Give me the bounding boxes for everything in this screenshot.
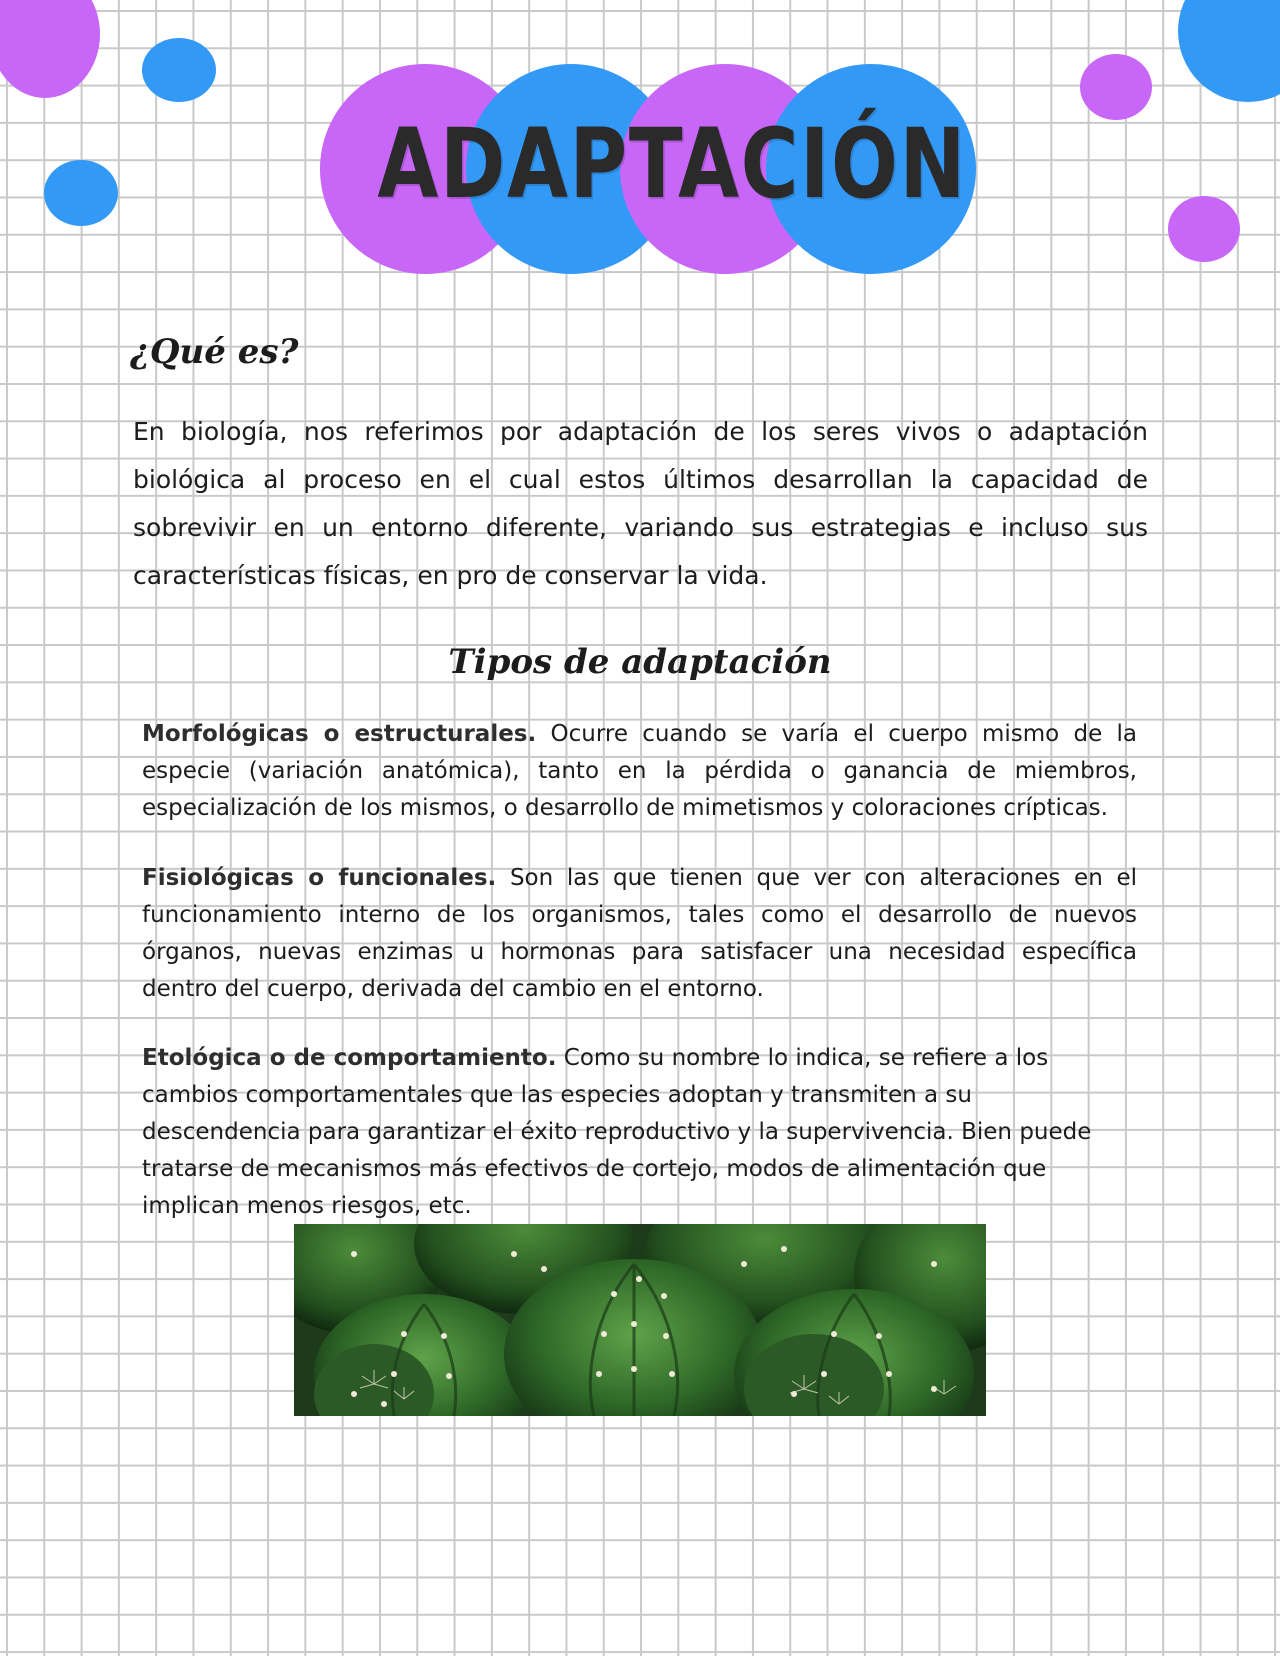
section-heading-what: ¿Qué es? bbox=[130, 332, 299, 372]
type-item-physiological bbox=[142, 860, 1137, 1008]
type-item-ethological bbox=[142, 1040, 1102, 1225]
decor-dot-purple bbox=[1168, 196, 1240, 262]
type-term: Morfológicas o estructurales. bbox=[142, 721, 537, 747]
decor-dot-blue bbox=[1178, 0, 1280, 102]
type-description: Son las que tienen que ver con alteraciones en el funcionamiento interno de los organismos, tales como el desarrollo de nuevos órganos, nuevas enzimas u hormonas para satisfacer una necesidad específica dentro del cuerpo, derivada del cambio en el entorno. bbox=[142, 865, 1137, 1002]
cactus-photo bbox=[294, 1224, 986, 1416]
decor-dot-blue bbox=[142, 38, 216, 102]
cactus-illustration bbox=[294, 1224, 986, 1416]
decor-dot-purple bbox=[0, 0, 100, 98]
intro-paragraph: En biología, nos referimos por adaptación de los seres vivos o adaptación biológica al proceso en el cual estos últimos desarrollan la capacidad de sobrevivir en un entorno diferente, variando sus estrategias e incluso sus características físicas, en pro de conservar la vida. bbox=[133, 417, 1148, 590]
title-banner bbox=[318, 60, 978, 280]
decor-dot-blue bbox=[44, 160, 118, 226]
section-heading-types: Tipos de adaptación bbox=[448, 642, 832, 682]
type-description: Ocurre cuando se varía el cuerpo mismo de la especie (variación anatómica), tanto en la pérdida o ganancia de miembros, especialización de los mismos, o desarrollo de mimetismos y coloraciones crípticas. bbox=[142, 721, 1138, 821]
page-title: ADAPTACIÓN bbox=[377, 108, 968, 220]
type-term: Etológica o de comportamiento. bbox=[142, 1045, 557, 1071]
type-item-morphological bbox=[142, 716, 1137, 827]
type-description: Como su nombre lo indica, se refiere a los cambios comportamentales que las especies adoptan y transmiten a su descendencia para garantizar el éxito reproductivo y la supervivencia. Bien puede tratarse de mecanismos más efectivos de cortejo, modos de alimentación que implican menos riesgos, etc. bbox=[142, 1045, 1092, 1219]
type-term: Fisiológicas o funcionales. bbox=[142, 865, 497, 891]
decor-dot-purple bbox=[1080, 54, 1152, 120]
